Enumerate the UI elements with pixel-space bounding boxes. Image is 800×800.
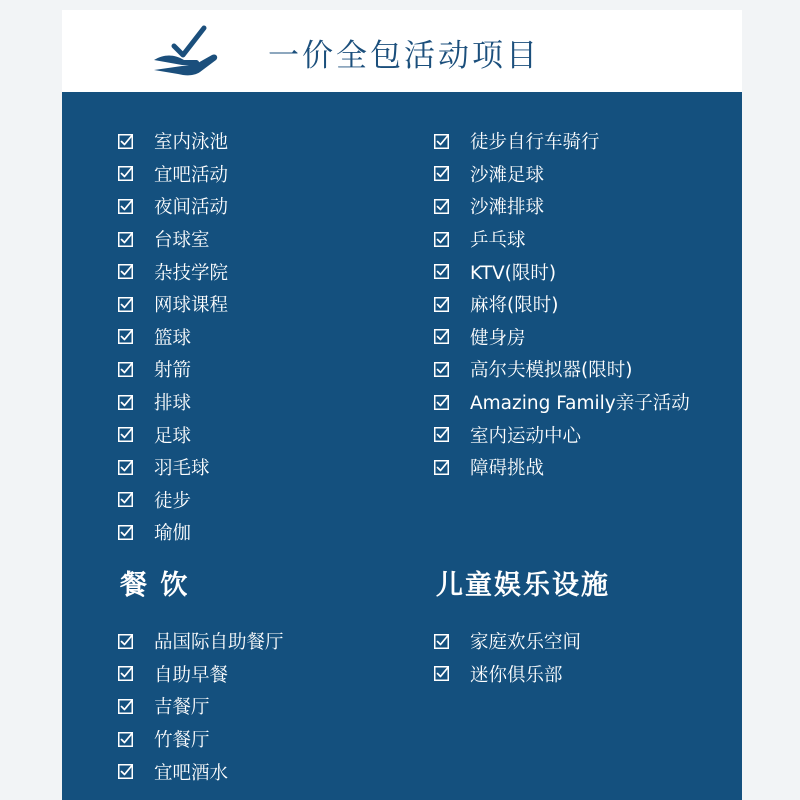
activity-item [118, 223, 228, 256]
activity-item-label: 篮球 [154, 327, 192, 349]
activity-item [118, 418, 228, 451]
checkbox-checked-icon [118, 634, 133, 649]
activity-item-label: 夜间活动 [154, 197, 229, 219]
activity-item [118, 321, 228, 354]
activity-item-label: 室内泳池 [154, 132, 229, 154]
activity-item [118, 484, 228, 517]
checkbox-checked-icon [118, 199, 133, 214]
activity-item-label: 排球 [154, 393, 192, 415]
activity-item [434, 190, 690, 223]
dining-item-label: 自助早餐 [154, 664, 229, 686]
checkbox-checked-icon [434, 460, 449, 475]
activity-item [434, 418, 690, 451]
activity-item-label: 宜吧活动 [154, 164, 229, 186]
dining-item [118, 658, 284, 691]
dining-item-label: 竹餐厅 [154, 730, 210, 752]
dining-item-label: 宜吧酒水 [154, 762, 229, 784]
activities-left-list [118, 125, 228, 549]
activity-item [434, 125, 690, 158]
kids-section-title: 儿童娱乐设施 [436, 570, 610, 601]
checkbox-checked-icon [118, 732, 133, 747]
checkbox-checked-icon [434, 427, 449, 442]
checkbox-checked-icon [434, 634, 449, 649]
activity-item-label: 徒步 [154, 490, 192, 512]
checkbox-checked-icon [118, 699, 133, 714]
checkbox-checked-icon [118, 362, 133, 377]
checkbox-checked-icon [434, 329, 449, 344]
checkbox-checked-icon [118, 427, 133, 442]
activity-item-label: 网球课程 [154, 295, 229, 317]
header-banner [62, 10, 742, 92]
kids-facility-item-label: 家庭欢乐空间 [470, 632, 582, 654]
checkbox-checked-icon [118, 525, 133, 540]
checkbox-checked-icon [118, 329, 133, 344]
activity-item [434, 321, 690, 354]
activity-item-label: 沙滩足球 [470, 164, 545, 186]
kids-facility-item-label: 迷你俱乐部 [470, 664, 563, 686]
checkbox-checked-icon [118, 460, 133, 475]
page-title: 一价全包活动项目 [268, 38, 540, 74]
checkbox-checked-icon [434, 666, 449, 681]
activity-item-label: 乒乓球 [470, 230, 526, 252]
activity-item-label: 沙滩排球 [470, 197, 545, 219]
dining-item [118, 755, 284, 788]
activity-item-label: 射箭 [154, 360, 192, 382]
activity-item [434, 158, 690, 191]
activity-item [434, 386, 690, 419]
checkbox-checked-icon [434, 199, 449, 214]
activity-item [118, 353, 228, 386]
kids-facility-item [434, 658, 581, 691]
activity-item-label: 麻将(限时) [470, 295, 559, 317]
activity-item [434, 451, 690, 484]
kids-list [434, 625, 581, 690]
activity-item [434, 353, 690, 386]
kids-facility-item [434, 625, 581, 658]
checkbox-checked-icon [118, 264, 133, 279]
activity-item-label: 足球 [154, 425, 192, 447]
activity-item [118, 158, 228, 191]
dining-section-title: 餐 饮 [120, 570, 190, 601]
activity-item [118, 255, 228, 288]
activity-item-label: 障碍挑战 [470, 458, 545, 480]
checkbox-checked-icon [118, 764, 133, 779]
dining-list [118, 625, 284, 788]
activities-card [62, 10, 742, 800]
activity-item [118, 190, 228, 223]
checkbox-checked-icon [434, 134, 449, 149]
checkbox-checked-icon [118, 666, 133, 681]
dining-item [118, 625, 284, 658]
checkbox-checked-icon [118, 395, 133, 410]
checkbox-checked-icon [118, 492, 133, 507]
activity-item [118, 288, 228, 321]
activity-item-label: 室内运动中心 [470, 425, 582, 447]
activity-item [118, 516, 228, 549]
checkbox-checked-icon [118, 166, 133, 181]
dining-item [118, 723, 284, 756]
checkbox-checked-icon [434, 362, 449, 377]
dining-item [118, 690, 284, 723]
dining-item-label: 吉餐厅 [154, 697, 210, 719]
activity-item-label: 台球室 [154, 230, 210, 252]
activity-item [118, 451, 228, 484]
activity-item [434, 223, 690, 256]
activity-item-label: 徒步自行车骑行 [470, 132, 600, 154]
checkbox-checked-icon [434, 395, 449, 410]
hand-checkmark-icon [152, 24, 220, 78]
activity-item [118, 125, 228, 158]
activities-right-list [434, 125, 690, 484]
checkbox-checked-icon [434, 166, 449, 181]
activity-item-label: 健身房 [470, 327, 526, 349]
activity-item [434, 288, 690, 321]
checkbox-checked-icon [118, 134, 133, 149]
activity-item-label: 瑜伽 [154, 523, 192, 545]
checkbox-checked-icon [118, 232, 133, 247]
activity-item [118, 386, 228, 419]
activity-item-label: 高尔夫模拟器(限时) [470, 360, 633, 382]
dining-item-label: 品国际自助餐厅 [154, 632, 284, 654]
checkbox-checked-icon [118, 297, 133, 312]
activity-item-label: Amazing Family亲子活动 [470, 393, 690, 415]
checkbox-checked-icon [434, 232, 449, 247]
checkbox-checked-icon [434, 297, 449, 312]
checkbox-checked-icon [434, 264, 449, 279]
activity-item-label: 羽毛球 [154, 458, 210, 480]
activity-item-label: 杂技学院 [154, 262, 229, 284]
activity-item-label: KTV(限时) [470, 262, 557, 284]
activity-item [434, 255, 690, 288]
